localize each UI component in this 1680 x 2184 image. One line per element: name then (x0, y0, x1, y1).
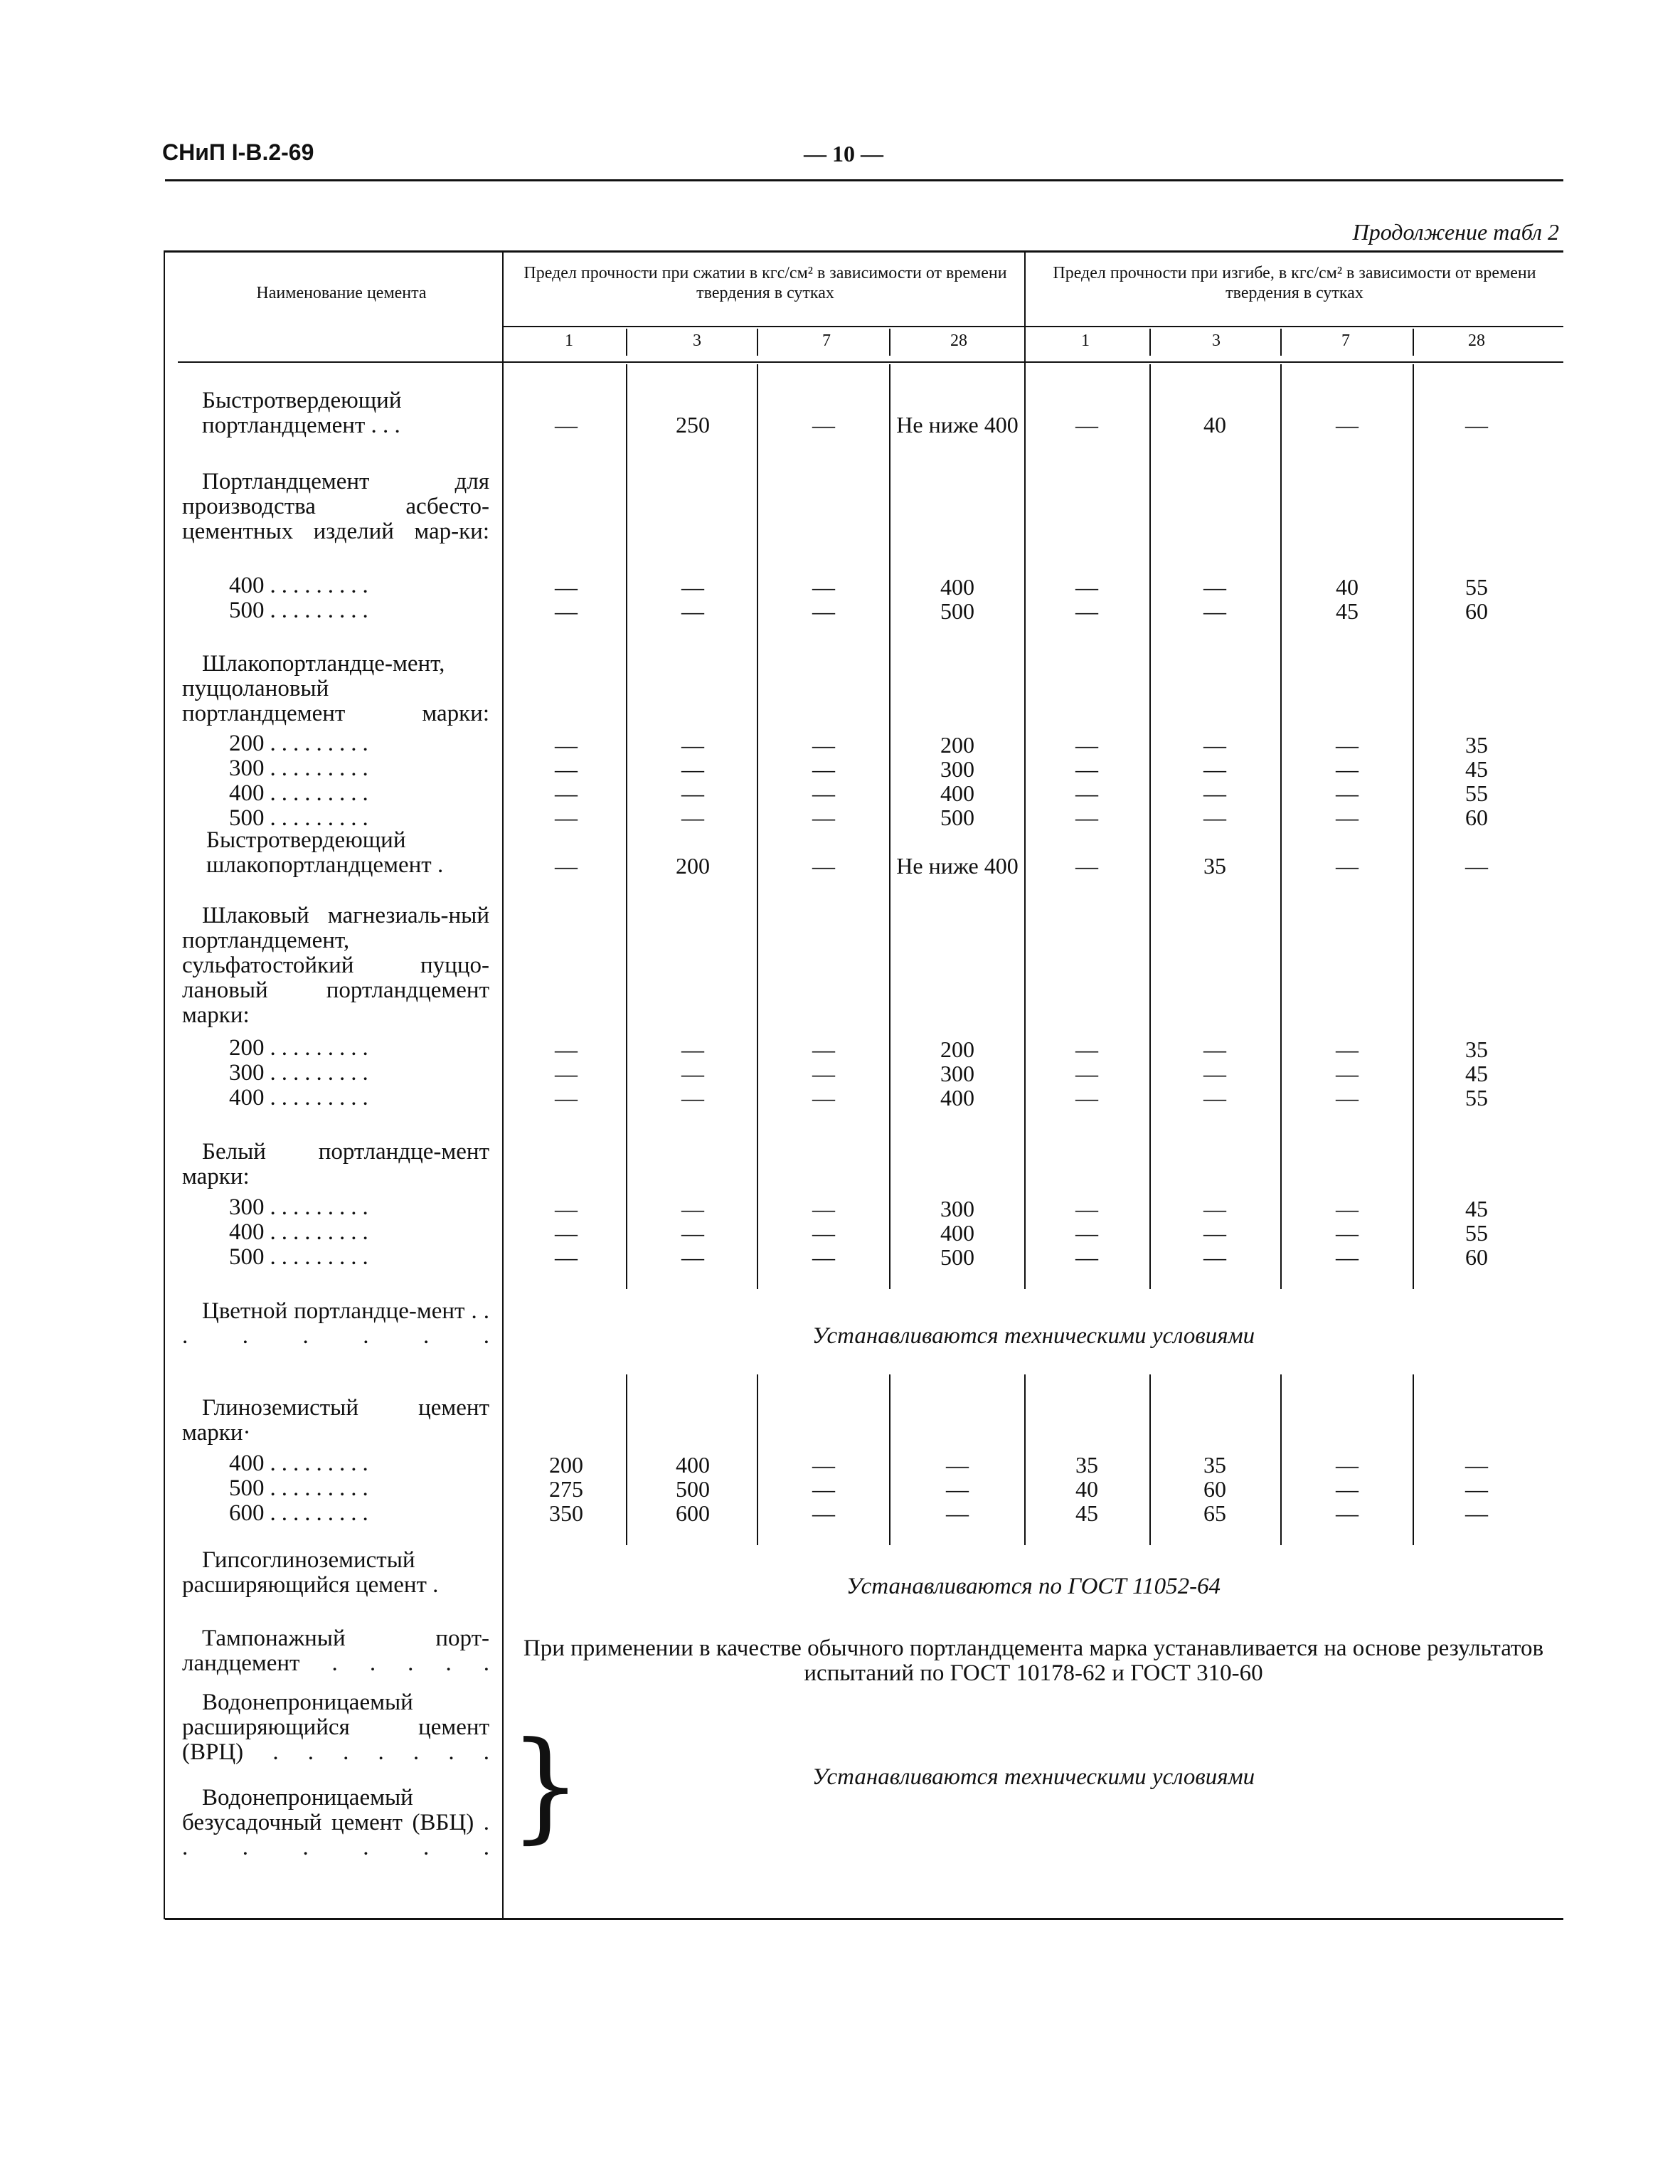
table-left-border (164, 250, 165, 1919)
row-name-slag-portland (182, 652, 489, 726)
leader-dots: ......... (270, 1501, 374, 1526)
value-cell: — (1336, 1085, 1359, 1110)
leader-dots: ......... (270, 1195, 374, 1220)
value-cell: 40 (1203, 412, 1226, 438)
value-cell: 600 (676, 1500, 710, 1526)
row-name-white-portland (182, 1140, 489, 1189)
days-row-top (502, 326, 1563, 327)
grade-label: 400 (229, 1219, 265, 1245)
merged-note-technical-conditions: Устанавливаются техническими условиями (812, 1323, 1255, 1349)
leader-dots: ......... (270, 1451, 374, 1476)
day-divider (889, 329, 890, 356)
leader-dots: ......... (270, 598, 374, 623)
grade-label: 500 (229, 598, 265, 623)
value-cell: — (1075, 1196, 1098, 1221)
value-cell: — (1336, 1061, 1359, 1086)
value-cell: — (1336, 1244, 1359, 1270)
value-cell: — (812, 1037, 835, 1062)
value-cell: — (1203, 1085, 1226, 1110)
grade-label: 500 (229, 805, 265, 831)
value-cell: — (1336, 732, 1359, 758)
value-cell: — (812, 805, 835, 830)
value-cell: 60 (1465, 598, 1488, 624)
value-cell: — (1336, 1220, 1359, 1246)
value-cell: — (812, 1452, 835, 1478)
value-cell: 500 (676, 1476, 710, 1502)
value-cell: 200 (676, 853, 710, 879)
day-label: 7 (822, 332, 831, 350)
day-divider (757, 329, 758, 356)
value-cell: 300 (940, 1196, 974, 1221)
value-cell: 45 (1465, 1196, 1488, 1221)
value-cell: 500 (940, 805, 974, 830)
row-name-tamponage (182, 1626, 489, 1676)
value-cell: — (812, 1476, 835, 1502)
value-cell: 400 (940, 574, 974, 600)
grade-item (182, 1476, 489, 1501)
grade-label: 300 (229, 1194, 265, 1220)
value-cell: 55 (1465, 1085, 1488, 1110)
row-name-text: Шлакопортландце-мент, пуццолановый портландцемент марки: (182, 651, 489, 726)
value-cell: — (681, 1085, 704, 1110)
column-divider (757, 364, 758, 1289)
value-cell: — (681, 1196, 704, 1221)
column-divider (889, 364, 890, 1289)
table-continuation-label: Продолжение табл 2 (1352, 219, 1559, 245)
value-cell: 55 (1465, 780, 1488, 806)
value-cell: — (681, 574, 704, 600)
value-cell: 40 (1075, 1476, 1098, 1502)
day-label: 28 (950, 332, 967, 350)
grade-item (182, 598, 489, 623)
day-divider (1280, 329, 1282, 356)
leader-dots: ......... (270, 806, 374, 831)
value-cell: — (1075, 1085, 1098, 1110)
value-cell: — (946, 1500, 969, 1526)
value-cell: — (812, 1500, 835, 1526)
value-cell: 55 (1465, 574, 1488, 600)
row-name-rapid-portland (182, 388, 489, 438)
row-name-text: Белый портландце-мент марки: (182, 1139, 489, 1189)
row-name-text: Портландцемент для производства асбесто-цементных изделий мар-ки: (182, 469, 489, 544)
table-top-border (165, 250, 1563, 253)
leader-dots: ......... (270, 1036, 374, 1061)
value-cell: — (812, 756, 835, 782)
value-cell: — (555, 598, 578, 624)
grade-item (182, 1195, 489, 1220)
value-cell: — (812, 732, 835, 758)
merged-note-gost-11052: Устанавливаются по ГОСТ 11052-64 (846, 1574, 1221, 1599)
page-number: — 10 — (804, 141, 883, 166)
grade-item (182, 1036, 489, 1061)
value-cell: 60 (1203, 1476, 1226, 1502)
value-cell: 35 (1075, 1452, 1098, 1478)
column-divider (757, 1374, 758, 1545)
grade-list (182, 1036, 489, 1110)
value-cell: — (555, 1196, 578, 1221)
value-cell: — (555, 1244, 578, 1270)
value-cell: 35 (1203, 1452, 1226, 1478)
day-label: 1 (565, 332, 573, 350)
value-cell: — (1203, 805, 1226, 830)
row-name-text: Быстротвердеющий шлакопортландцемент . (206, 827, 444, 878)
value-cell: — (1203, 732, 1226, 758)
grade-label: 400 (229, 573, 265, 598)
grade-item (182, 1061, 489, 1086)
value-cell: — (812, 1196, 835, 1221)
grade-list (182, 573, 489, 623)
grade-label: 600 (229, 1500, 265, 1526)
grade-label: 300 (229, 756, 265, 781)
value-cell: — (1075, 574, 1098, 600)
row-name-text: Гипсоглиноземистый расширяющийся цемент . (182, 1547, 439, 1598)
value-cell: 55 (1465, 1220, 1488, 1246)
value-cell: — (812, 598, 835, 624)
column-divider (889, 1374, 890, 1545)
row-name-text: Водонепроницаемый безусадочный цемент (ВБЦ) . . . . . . . (182, 1785, 489, 1860)
value-cell: 60 (1465, 805, 1488, 830)
value-cell: 40 (1336, 574, 1359, 600)
value-cell: Не ниже 400 (896, 853, 1019, 879)
value-cell: 45 (1465, 756, 1488, 782)
value-cell: — (1203, 780, 1226, 806)
row-name-alumina-cement (182, 1396, 489, 1446)
value-cell: — (1203, 1196, 1226, 1221)
value-cell: — (681, 1220, 704, 1246)
document-code: СНиП I-В.2-69 (162, 139, 314, 165)
row-name-asbestos-cement (182, 470, 489, 544)
merged-note-technical-conditions-2: Устанавливаются техническими условиями (812, 1764, 1255, 1790)
value-cell: — (1203, 1220, 1226, 1246)
value-cell: — (555, 1220, 578, 1246)
value-cell: 65 (1203, 1500, 1226, 1526)
value-cell: — (1075, 1244, 1098, 1270)
value-cell: — (1075, 412, 1098, 438)
value-cell: — (681, 1061, 704, 1086)
value-cell: — (1075, 1037, 1098, 1062)
value-cell: — (1203, 1244, 1226, 1270)
value-cell: — (812, 780, 835, 806)
grade-item (182, 1245, 489, 1270)
value-cell: — (946, 1476, 969, 1502)
grade-label: 400 (229, 780, 265, 806)
value-cell: — (1075, 1061, 1098, 1086)
grade-label: 500 (229, 1475, 265, 1501)
value-cell: — (1336, 805, 1359, 830)
group-divider (1024, 250, 1026, 367)
value-cell: 275 (549, 1476, 583, 1502)
value-cell: — (812, 853, 835, 879)
value-cell: — (1075, 1220, 1098, 1246)
grade-item (182, 573, 489, 598)
value-cell: — (1203, 1061, 1226, 1086)
value-cell: — (1336, 1476, 1359, 1502)
value-cell: — (681, 756, 704, 782)
value-cell: — (555, 732, 578, 758)
value-cell: — (555, 853, 578, 879)
grade-label: 500 (229, 1244, 265, 1270)
column-divider (1280, 1374, 1282, 1545)
row-name-text: Быстротвердеющий портландцемент . . . (202, 388, 402, 438)
column-divider (1280, 364, 1282, 1289)
row-name-text: Глиноземистый цемент марки· (182, 1395, 489, 1446)
grade-list (182, 731, 489, 831)
value-cell: 200 (940, 1037, 974, 1062)
value-cell: 400 (940, 780, 974, 806)
grade-label: 200 (229, 1035, 265, 1061)
grouping-brace: } (509, 1715, 582, 1855)
row-name-rapid-slag-portland (182, 828, 489, 878)
value-cell: — (1336, 412, 1359, 438)
value-cell: 500 (940, 1244, 974, 1270)
value-cell: — (946, 1452, 969, 1478)
grade-label: 400 (229, 1451, 265, 1476)
value-cell: — (1336, 756, 1359, 782)
row-name-text: Водонепроницаемый расширяющийся цемент (ВРЦ) . . . . . . . (182, 1690, 489, 1765)
value-cell: — (1075, 853, 1098, 879)
day-divider (626, 329, 627, 356)
value-cell: 300 (940, 1061, 974, 1086)
value-cell: 35 (1465, 732, 1488, 758)
value-cell: 350 (549, 1500, 583, 1526)
value-cell: — (1465, 1452, 1488, 1478)
value-cell: — (1075, 756, 1098, 782)
value-cell: — (1203, 598, 1226, 624)
header-rule (165, 179, 1563, 181)
value-cell: — (555, 574, 578, 600)
value-cell: — (555, 780, 578, 806)
value-cell: — (681, 598, 704, 624)
value-cell: — (1336, 1500, 1359, 1526)
value-cell: — (812, 412, 835, 438)
value-cell: 250 (676, 412, 710, 438)
value-cell: 200 (940, 732, 974, 758)
value-cell: 35 (1203, 853, 1226, 879)
day-label: 28 (1468, 332, 1485, 350)
row-name-vrc (182, 1690, 489, 1765)
value-cell: — (812, 1244, 835, 1270)
value-cell: Не ниже 400 (896, 412, 1019, 438)
table-bottom-border (165, 1918, 1563, 1920)
leader-dots: ......... (270, 573, 374, 598)
value-cell: — (812, 1061, 835, 1086)
value-cell: — (1465, 412, 1488, 438)
grade-item (182, 1086, 489, 1110)
grade-label: 400 (229, 1085, 265, 1110)
value-cell: — (1336, 1196, 1359, 1221)
row-name-gypsum-alumina (182, 1548, 489, 1598)
value-cell: — (812, 574, 835, 600)
leader-dots: ......... (270, 731, 374, 756)
day-label: 1 (1081, 332, 1090, 350)
leader-dots: ......... (270, 1061, 374, 1086)
value-cell: — (1336, 853, 1359, 879)
grade-item (182, 781, 489, 806)
row-name-text: Цветной портландце-мент . . . . . . . . (182, 1298, 489, 1349)
grade-item (182, 1501, 489, 1526)
value-cell: — (1465, 853, 1488, 879)
value-cell: — (555, 1061, 578, 1086)
value-cell: 35 (1465, 1037, 1488, 1062)
value-cell: 400 (676, 1452, 710, 1478)
grade-list (182, 1195, 489, 1270)
value-cell: 60 (1465, 1244, 1488, 1270)
compression-header: Предел прочности при сжатии в кгс/см² в зависимости от времени твердения в сутках (523, 264, 1007, 302)
leader-dots: ......... (270, 1476, 374, 1501)
value-cell: — (555, 1085, 578, 1110)
row-name-text: Тампонажный порт-ландцемент . . . . . (182, 1626, 489, 1676)
value-cell: — (1336, 1037, 1359, 1062)
value-cell: 300 (940, 756, 974, 782)
value-cell: 400 (940, 1085, 974, 1110)
day-label: 3 (1212, 332, 1221, 350)
value-cell: — (681, 732, 704, 758)
value-cell: — (1203, 574, 1226, 600)
value-cell: — (1075, 780, 1098, 806)
grade-label: 300 (229, 1060, 265, 1086)
grade-item (182, 1220, 489, 1245)
value-cell: — (555, 756, 578, 782)
value-cell: — (1203, 756, 1226, 782)
row-name-magnesia-slag (182, 903, 489, 1028)
value-cell: 45 (1075, 1500, 1098, 1526)
grade-item (182, 756, 489, 781)
day-divider (1149, 329, 1151, 356)
leader-dots: ......... (270, 781, 374, 806)
value-cell: 400 (940, 1220, 974, 1246)
value-cell: — (1075, 805, 1098, 830)
leader-dots: ......... (270, 1086, 374, 1110)
value-cell: — (1336, 1452, 1359, 1478)
value-cell: — (555, 805, 578, 830)
value-cell: — (681, 1244, 704, 1270)
value-cell: — (681, 805, 704, 830)
name-column-header: Наименование цемента (256, 284, 427, 302)
grade-list (182, 1451, 489, 1526)
value-cell: — (1203, 1037, 1226, 1062)
leader-dots: ......... (270, 1220, 374, 1245)
day-label: 7 (1341, 332, 1350, 350)
value-cell: 45 (1336, 598, 1359, 624)
value-cell: — (681, 780, 704, 806)
value-cell: 45 (1465, 1061, 1488, 1086)
value-cell: — (1075, 732, 1098, 758)
value-cell: — (812, 1220, 835, 1246)
bending-header: Предел прочности при изгибе, в кгс/см² в зависимости от времени твердения в сутках (1053, 264, 1536, 302)
day-label: 3 (693, 332, 701, 350)
grade-item (182, 1451, 489, 1476)
value-cell: — (555, 412, 578, 438)
merged-note-tamponage: При применении в качестве обычного портландцемента марка устанавливается на основе результатов испытаний по ГОСТ 10178-62 и ГОСТ 310-60 (523, 1636, 1544, 1686)
leader-dots: ......... (270, 756, 374, 781)
value-cell: 500 (940, 598, 974, 624)
value-cell: 200 (549, 1452, 583, 1478)
header-bottom-rule (178, 361, 1563, 363)
value-cell: — (812, 1085, 835, 1110)
day-divider (1413, 329, 1414, 356)
value-cell: — (1075, 598, 1098, 624)
leader-dots: ......... (270, 1245, 374, 1270)
value-cell: — (1465, 1500, 1488, 1526)
row-name-colored-portland (182, 1299, 489, 1349)
grade-item (182, 731, 489, 756)
value-cell: — (1465, 1476, 1488, 1502)
row-name-vbc (182, 1786, 489, 1860)
row-name-text: Шлаковый магнезиаль-ный портландцемент, сульфатостойкий пуццо-лановый портландцемент марки: (182, 903, 489, 1028)
value-cell: — (1336, 780, 1359, 806)
value-cell: — (555, 1037, 578, 1062)
grade-label: 200 (229, 731, 265, 756)
value-cell: — (681, 1037, 704, 1062)
